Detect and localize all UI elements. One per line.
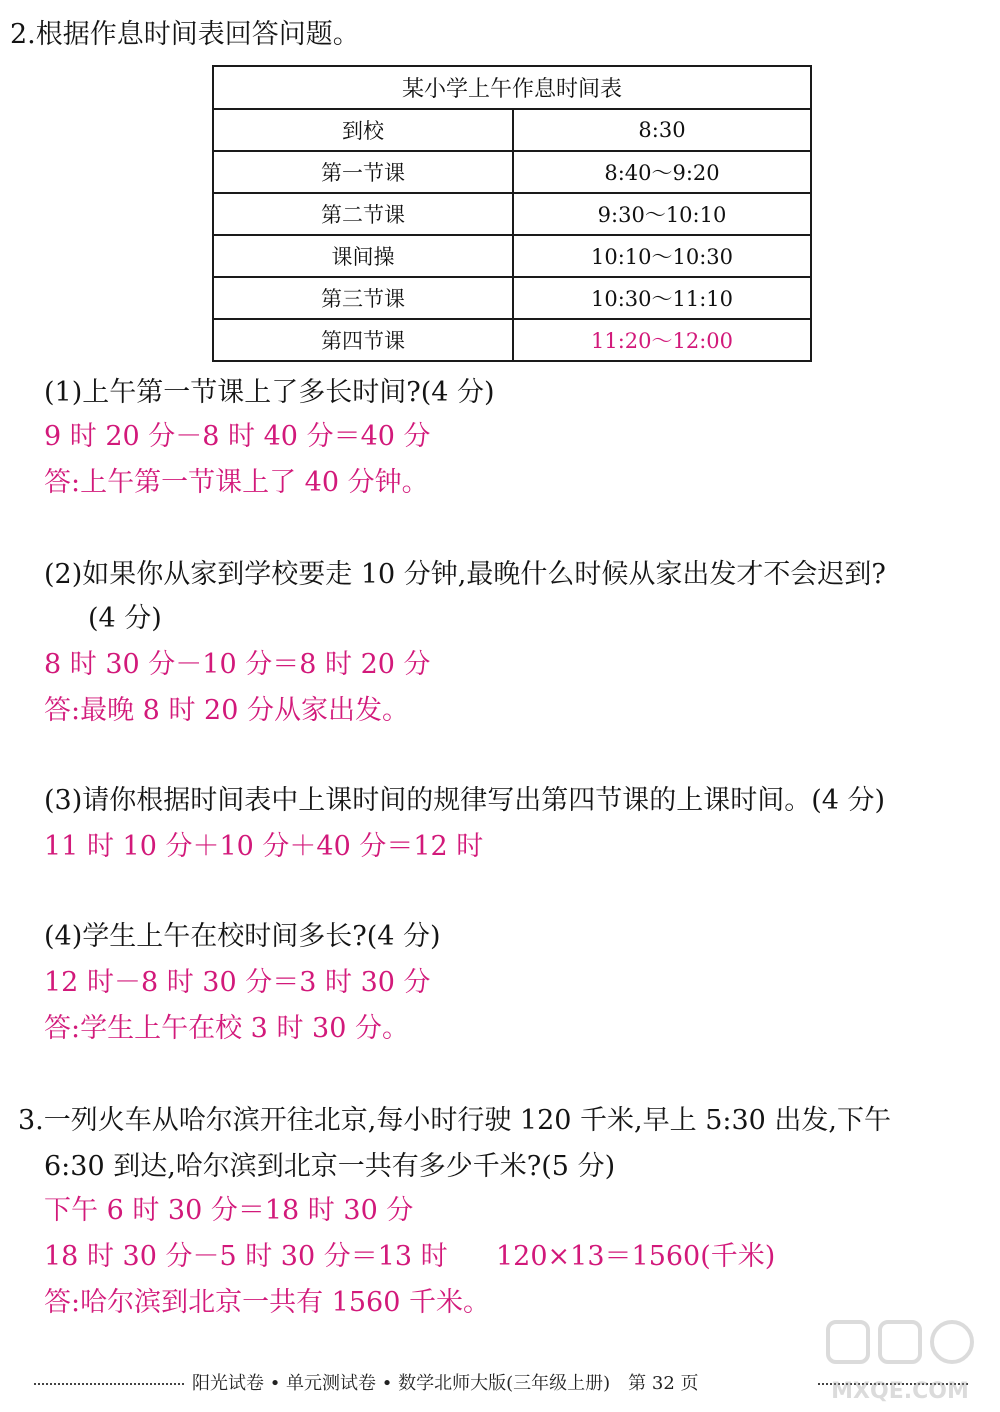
table-row <box>213 109 811 151</box>
table-row <box>213 151 811 193</box>
q2-2-answer: 答:最晚 8 时 20 分从家出发。 <box>44 695 409 726</box>
q2-2-calc: 8 时 30 分－10 分＝8 时 20 分 <box>44 649 431 680</box>
q3-calc-1: 下午 6 时 30 分＝18 时 30 分 <box>44 1195 414 1226</box>
table-title-row <box>213 66 811 109</box>
q2-1-question: (1)上午第一节课上了多长时间?(4 分) <box>44 377 495 408</box>
table-row <box>213 235 811 277</box>
table-cell-time: 10:10～10:30 <box>513 235 811 277</box>
q2-4-answer: 答:学生上午在校 3 时 30 分。 <box>44 1013 409 1044</box>
table-row <box>213 319 811 361</box>
q2-2-question: (2)如果你从家到学校要走 10 分钟,最晚什么时候从家出发才不会迟到? <box>44 559 886 590</box>
table-cell-time: 8:30 <box>513 109 811 151</box>
q2-4-calc: 12 时－8 时 30 分＝3 时 30 分 <box>44 967 431 998</box>
q2-1-calc: 9 时 20 分－8 时 40 分＝40 分 <box>44 421 431 452</box>
q2-1-answer: 答:上午第一节课上了 40 分钟。 <box>44 467 429 498</box>
q3-question-cont: 6:30 到达,哈尔滨到北京一共有多少千米?(5 分) <box>44 1151 616 1182</box>
schedule-table <box>212 65 812 362</box>
q2-heading: 2.根据作息时间表回答问题。 <box>10 19 360 50</box>
q3-calc-2b: 120×13＝1560(千米) <box>496 1241 776 1272</box>
q3-question: 3.一列火车从哈尔滨开往北京,每小时行驶 120 千米,早上 5:30 出发,下午 <box>18 1105 892 1136</box>
q2-4-question: (4)学生上午在校时间多长?(4 分) <box>44 921 441 952</box>
q2-3-question: (3)请你根据时间表中上课时间的规律写出第四节课的上课时间。(4 分) <box>44 785 886 816</box>
table-cell-label: 课间操 <box>213 235 513 277</box>
table-cell-label: 第二节课 <box>213 193 513 235</box>
table-cell-label: 第三节课 <box>213 277 513 319</box>
table-row <box>213 277 811 319</box>
table-cell-label: 第四节课 <box>213 319 513 361</box>
table-cell-label: 第一节课 <box>213 151 513 193</box>
table-cell-time: 9:30～10:10 <box>513 193 811 235</box>
q3-calc-2a: 18 时 30 分－5 时 30 分＝13 时 <box>44 1241 448 1272</box>
table-cell-time: 8:40～9:20 <box>513 151 811 193</box>
q2-2-question-cont: (4 分) <box>88 603 162 634</box>
watermark-text: MXQE.COM <box>831 1379 969 1404</box>
q2-3-calc: 11 时 10 分＋10 分＋40 分＝12 时 <box>44 831 484 862</box>
table-cell-time: 10:30～11:10 <box>513 277 811 319</box>
footer-dots-left <box>34 1383 184 1385</box>
footer-text: 阳光试卷 • 单元测试卷 • 数学北师大版(三年级上册) 第 32 页 <box>192 1373 699 1394</box>
table-cell-time-answer: 11:20～12:00 <box>513 319 811 361</box>
table-cell-label: 到校 <box>213 109 513 151</box>
q3-answer: 答:哈尔滨到北京一共有 1560 千米。 <box>44 1287 490 1318</box>
table-row <box>213 193 811 235</box>
watermark-logo <box>820 1318 980 1408</box>
table-title: 某小学上午作息时间表 <box>213 66 811 109</box>
